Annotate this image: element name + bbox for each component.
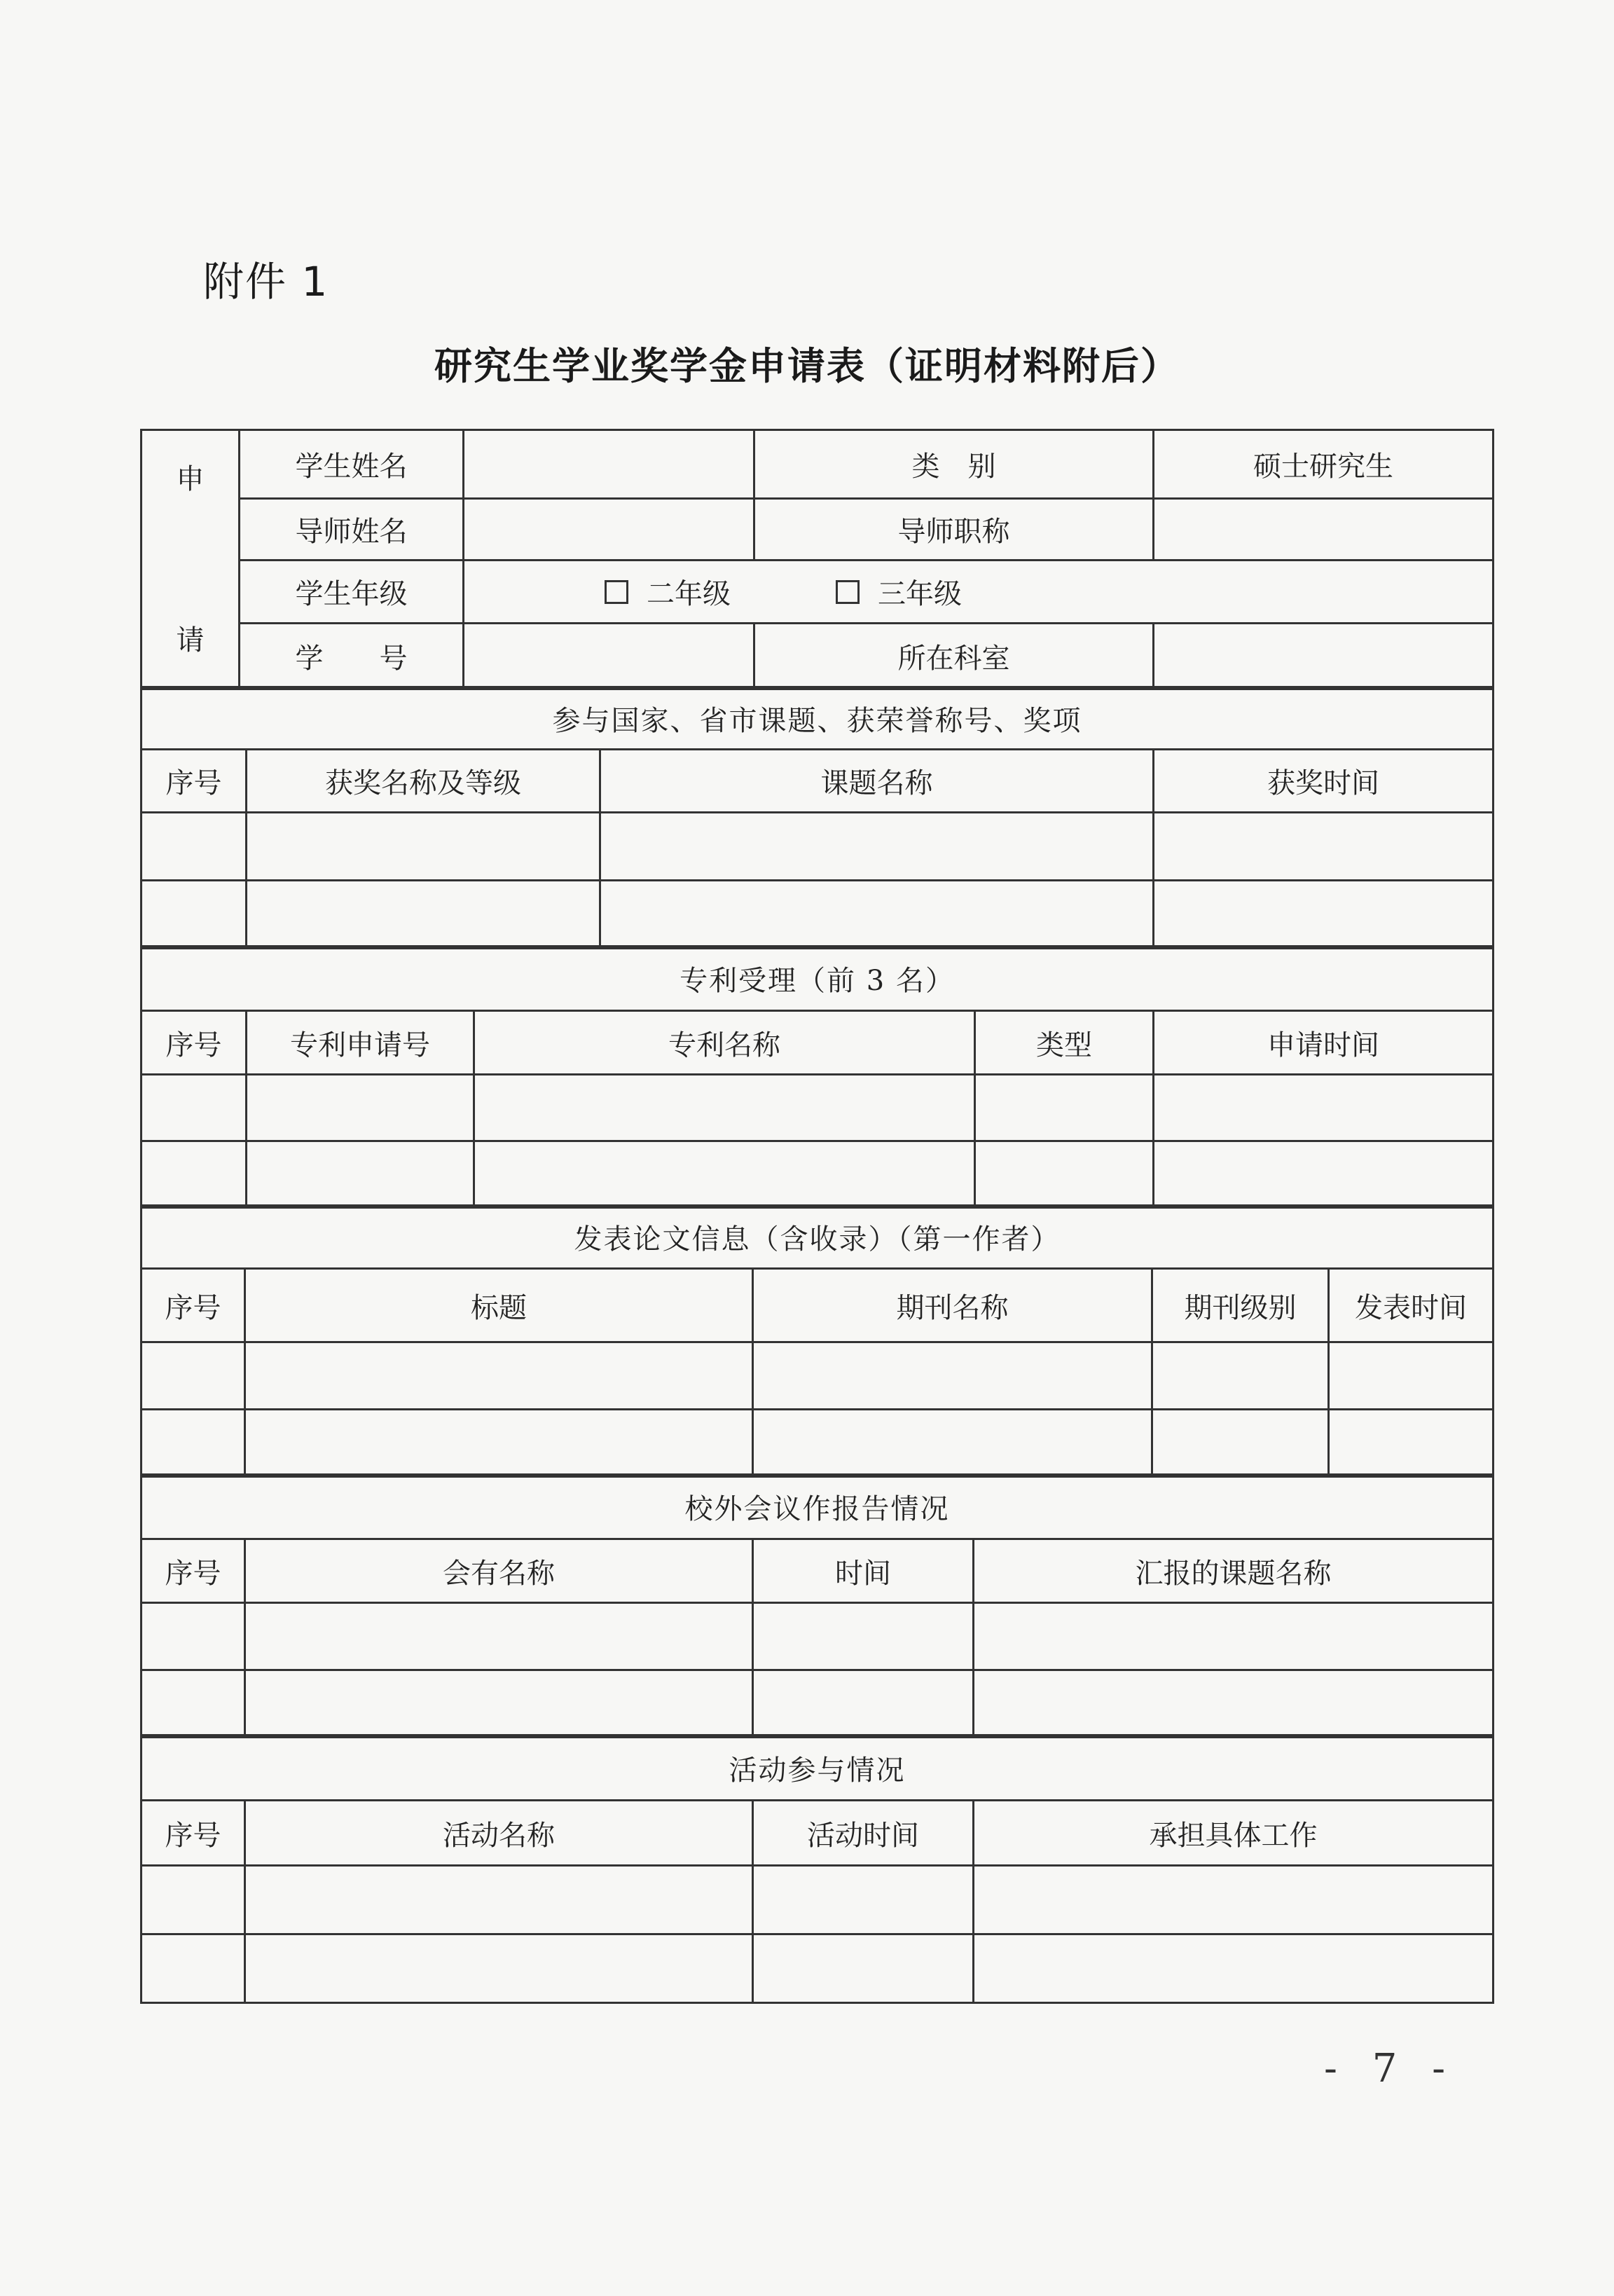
table-cell[interactable] (600, 881, 1154, 949)
col-paper-title: 标题 (245, 1269, 753, 1342)
table-cell[interactable] (142, 1670, 245, 1738)
col-activity-name: 活动名称 (245, 1801, 753, 1866)
table-cell[interactable] (245, 1342, 753, 1410)
col-journal-name: 期刊名称 (753, 1269, 1152, 1342)
awards-header: 参与国家、省市课题、获荣誉称号、奖项 (142, 687, 1494, 750)
table-cell[interactable] (247, 881, 600, 949)
patents-header: 专利受理（前 3 名） (142, 947, 1494, 1011)
col-report-topic: 汇报的课题名称 (974, 1539, 1494, 1603)
grade-options (464, 561, 1494, 624)
advisor-name-label: 导师姓名 (240, 499, 464, 561)
table-cell[interactable] (753, 1934, 974, 2003)
table-cell[interactable] (1154, 1075, 1494, 1141)
table-cell[interactable] (245, 1866, 753, 1934)
awards-table (140, 686, 1494, 949)
col-project-name: 课题名称 (600, 750, 1154, 813)
table-cell[interactable] (142, 1934, 245, 2003)
grade-option-2-label: 二年级 (647, 578, 731, 610)
side-char-1: 申 (176, 462, 205, 495)
table-cell[interactable] (974, 1934, 1494, 2003)
table-cell[interactable] (142, 1410, 245, 1477)
grade-option-2[interactable] (605, 572, 731, 612)
table-cell[interactable] (474, 1075, 975, 1141)
student-name-label: 学生姓名 (240, 430, 464, 499)
col-index: 序号 (142, 1011, 247, 1075)
table-cell[interactable] (974, 1866, 1494, 1934)
table-cell[interactable] (753, 1670, 974, 1738)
patents-table (140, 945, 1494, 1209)
applicant-side-label (142, 430, 240, 689)
table-cell[interactable] (974, 1670, 1494, 1738)
form-title: 研究生学业奖学金申请表（证明材料附后） (434, 344, 1180, 388)
col-index: 序号 (142, 1801, 245, 1866)
advisor-title-field[interactable] (1154, 499, 1494, 561)
table-cell[interactable] (1329, 1410, 1494, 1477)
conferences-header: 校外会议作报告情况 (142, 1475, 1494, 1539)
col-index: 序号 (142, 1539, 245, 1603)
col-apply-time: 申请时间 (1154, 1011, 1494, 1075)
activities-header: 活动参与情况 (142, 1735, 1494, 1801)
col-journal-level: 期刊级别 (1152, 1269, 1329, 1342)
col-index: 序号 (142, 750, 247, 813)
table-cell[interactable] (1154, 1141, 1494, 1208)
grade-option-3-label: 三年级 (878, 578, 962, 610)
table-cell[interactable] (1152, 1410, 1329, 1477)
attachment-label: 附件 1 (203, 258, 329, 305)
table-cell[interactable] (142, 813, 247, 881)
col-publish-time: 发表时间 (1329, 1269, 1494, 1342)
applicant-info-table (140, 429, 1494, 690)
col-patent-type: 类型 (975, 1011, 1154, 1075)
col-award-time: 获奖时间 (1154, 750, 1494, 813)
student-name-field[interactable] (464, 430, 754, 499)
table-cell[interactable] (247, 813, 600, 881)
grade-option-3[interactable] (836, 572, 962, 612)
table-cell[interactable] (474, 1141, 975, 1208)
table-cell[interactable] (245, 1603, 753, 1670)
side-char-2: 请 (176, 624, 205, 657)
table-cell[interactable] (245, 1670, 753, 1738)
table-cell[interactable] (142, 1603, 245, 1670)
col-patent-number: 专利申请号 (247, 1011, 474, 1075)
category-value[interactable]: 硕士研究生 (1154, 430, 1494, 499)
conferences-table (140, 1473, 1494, 1738)
col-conference-name: 会有名称 (245, 1539, 753, 1603)
col-index: 序号 (142, 1269, 245, 1342)
col-award-name: 获奖名称及等级 (247, 750, 600, 813)
page-number: - 7 - (1324, 2046, 1457, 2091)
department-label: 所在科室 (754, 624, 1154, 689)
table-cell[interactable] (142, 1075, 247, 1141)
col-responsibility: 承担具体工作 (974, 1801, 1494, 1866)
student-id-label: 学 号 (240, 624, 464, 689)
table-cell[interactable] (142, 1141, 247, 1208)
table-cell[interactable] (245, 1410, 753, 1477)
col-patent-name: 专利名称 (474, 1011, 975, 1075)
advisor-name-field[interactable] (464, 499, 754, 561)
table-cell[interactable] (1329, 1342, 1494, 1410)
table-cell[interactable] (142, 881, 247, 949)
col-activity-time: 活动时间 (753, 1801, 974, 1866)
table-cell[interactable] (142, 1342, 245, 1410)
table-cell[interactable] (753, 1866, 974, 1934)
department-field[interactable] (1154, 624, 1494, 689)
category-label: 类 别 (754, 430, 1154, 499)
activities-table (140, 1734, 1494, 2004)
table-cell[interactable] (247, 1141, 474, 1208)
table-cell[interactable] (975, 1141, 1154, 1208)
table-cell[interactable] (974, 1603, 1494, 1670)
table-cell[interactable] (600, 813, 1154, 881)
papers-table (140, 1204, 1494, 1478)
advisor-title-label: 导师职称 (754, 499, 1154, 561)
checkbox-icon[interactable] (605, 580, 628, 604)
table-cell[interactable] (975, 1075, 1154, 1141)
table-cell[interactable] (142, 1866, 245, 1934)
table-cell[interactable] (753, 1603, 974, 1670)
table-cell[interactable] (245, 1934, 753, 2003)
papers-header: 发表论文信息（含收录）（第一作者） (142, 1206, 1494, 1269)
student-id-field[interactable] (464, 624, 754, 689)
table-cell[interactable] (1154, 881, 1494, 949)
table-cell[interactable] (1154, 813, 1494, 881)
table-cell[interactable] (753, 1342, 1152, 1410)
table-cell[interactable] (753, 1410, 1152, 1477)
table-cell[interactable] (1152, 1342, 1329, 1410)
checkbox-icon[interactable] (836, 580, 860, 604)
grade-label: 学生年级 (240, 561, 464, 624)
table-cell[interactable] (247, 1075, 474, 1141)
col-conference-time: 时间 (753, 1539, 974, 1603)
